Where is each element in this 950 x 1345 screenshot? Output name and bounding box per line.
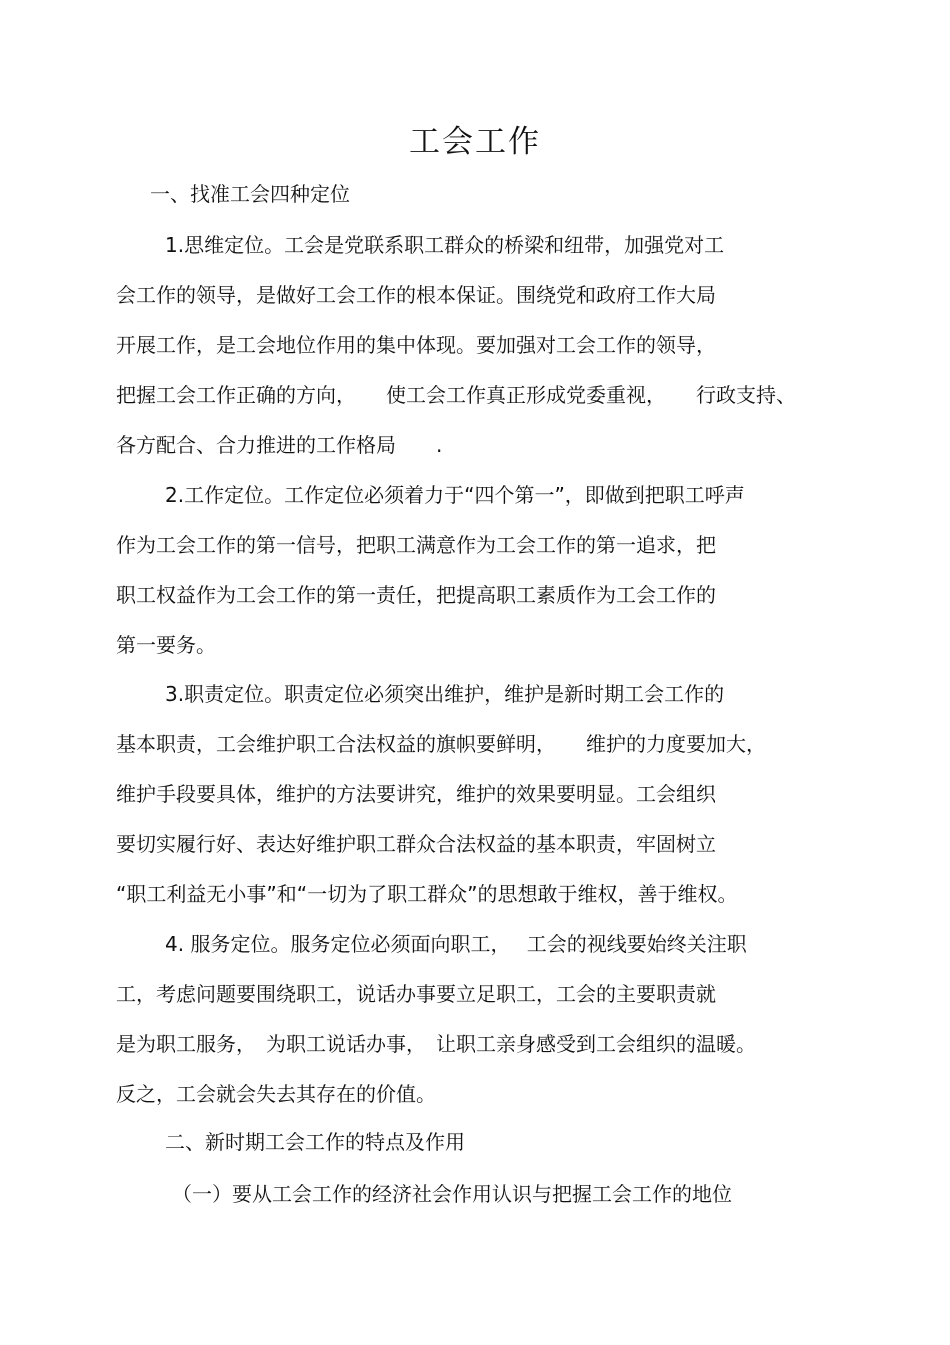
section-heading-2: 二、新时期工会工作的特点及作用 bbox=[165, 1130, 465, 1154]
paragraph-line: 作为工会工作的第一信号，把职工满意作为工会工作的第一追求，把 bbox=[116, 533, 716, 557]
paragraph-line: 4. 服务定位。服务定位必须面向职工， 工会的视线要始终关注职 bbox=[165, 932, 747, 956]
paragraph-line: 把握工会工作正确的方向， 使工会工作真正形成党委重视， 行政支持、 bbox=[116, 383, 796, 407]
document-title: 工会工作 bbox=[409, 124, 541, 160]
subsection-heading: （一）要从工会工作的经济社会作用认识与把握工会工作的地位 bbox=[172, 1182, 732, 1206]
paragraph-line: 维护手段要具体，维护的方法要讲究，维护的效果要明显。工会组织 bbox=[116, 782, 716, 806]
paragraph-line: 反之，工会就会失去其存在的价值。 bbox=[116, 1082, 436, 1106]
paragraph-line: 会工作的领导，是做好工会工作的根本保证。围绕党和政府工作大局 bbox=[116, 283, 716, 307]
paragraph-line: 开展工作，是工会地位作用的集中体现。要加强对工会工作的领导， bbox=[116, 333, 716, 357]
paragraph-line: 职工权益作为工会工作的第一责任，把提高职工素质作为工会工作的 bbox=[116, 583, 716, 607]
section-heading-1: 一、找准工会四种定位 bbox=[150, 182, 350, 206]
paragraph-line: 各方配合、合力推进的工作格局 . bbox=[116, 433, 443, 457]
paragraph-line: 是为职工服务， 为职工说话办事， 让职工亲身感受到工会组织的温暖。 bbox=[116, 1032, 756, 1056]
paragraph-line: 2.工作定位。工作定位必须着力于“四个第一”，即做到把职工呼声 bbox=[165, 483, 745, 507]
paragraph-line: 1.思维定位。工会是党联系职工群众的桥梁和纽带，加强党对工 bbox=[165, 233, 725, 257]
paragraph-line: 要切实履行好、表达好维护职工群众合法权益的基本职责，牢固树立 bbox=[116, 832, 716, 856]
paragraph-line: 基本职责，工会维护职工合法权益的旗帜要鲜明， 维护的力度要加大， bbox=[116, 732, 766, 756]
paragraph-line: 第一要务。 bbox=[116, 633, 216, 657]
paragraph-line: 3.职责定位。职责定位必须突出维护，维护是新时期工会工作的 bbox=[165, 682, 725, 706]
paragraph-line: “职工利益无小事”和“一切为了职工群众”的思想敢于维权，善于维权。 bbox=[116, 882, 738, 906]
paragraph-line: 工，考虑问题要围绕职工，说话办事要立足职工，工会的主要职责就 bbox=[116, 982, 716, 1006]
